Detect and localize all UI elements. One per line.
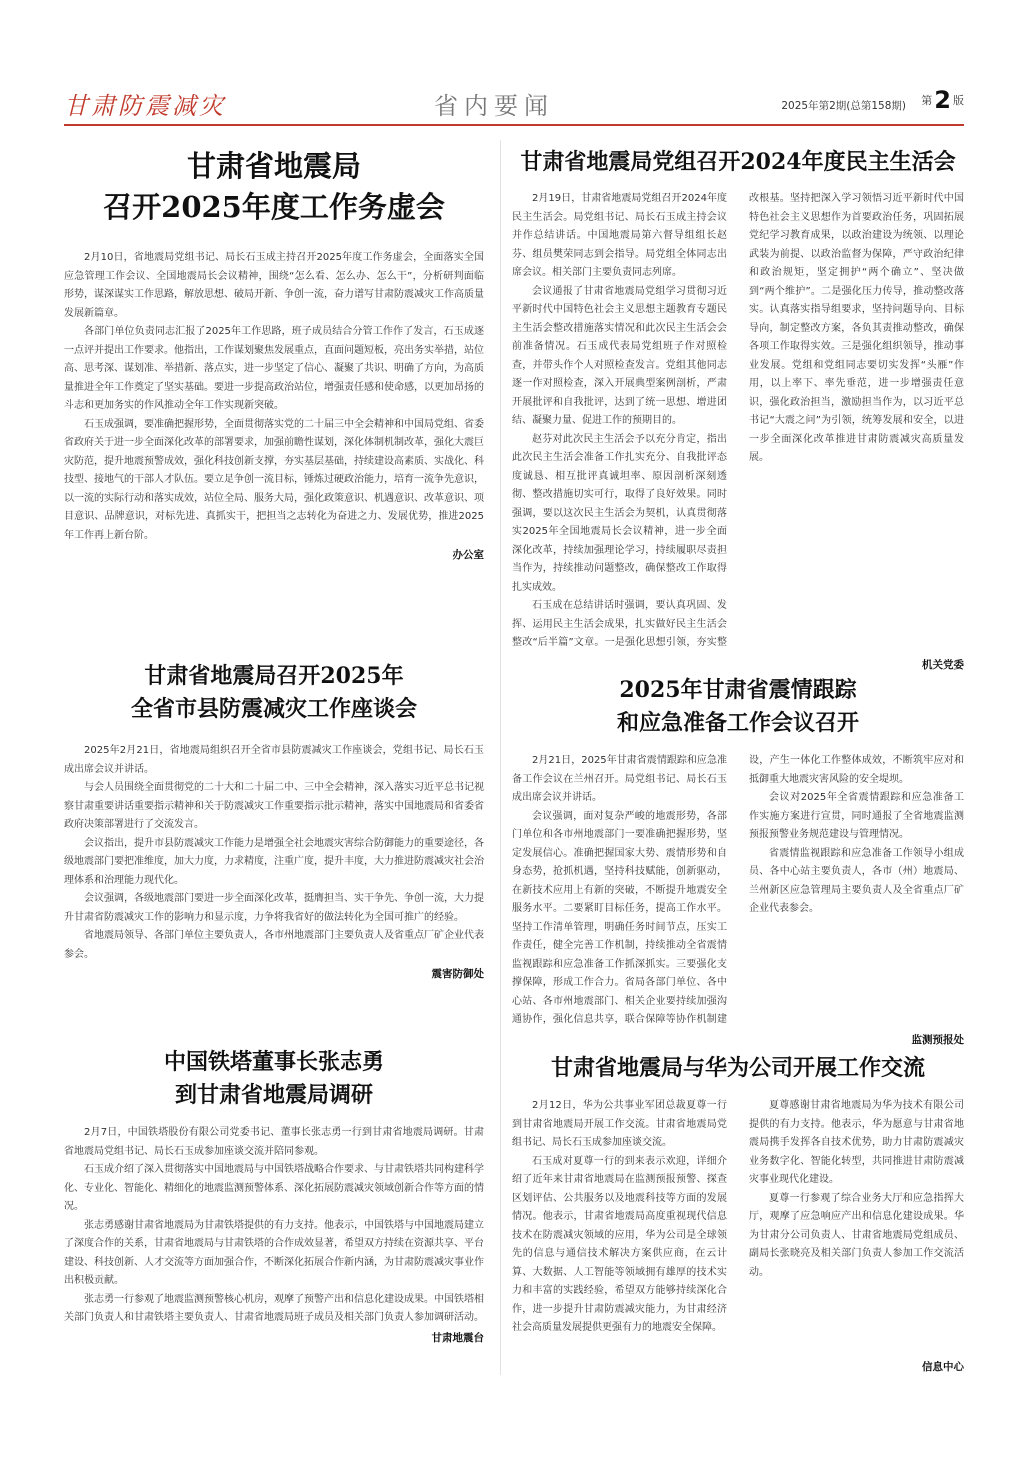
headline-line: 2025年甘肃省震情跟踪 [619,677,857,703]
paragraph: 石玉成在总结讲话时强调，要认真巩固、发挥、运用民主生活会成果，扎实做好民主生活会整改“后半篇”文章。一是强化思想引领，夯实整改根基。坚持把深入学习领悟习近平新时代中国特色社会主义思想作为首要政治任务，巩固拓展党纪学习教育成果，以政治建设为统领、以理论武装为前提、以政治监督为保障，严守政治纪律和政治规矩，坚定拥护“两个确立”、坚决做到“两个维护”。二是强化压力传导，推动整改落实。认真落实指导组要求，坚持问题导向、目标导向，制定整改方案，各负其责推动整改，确保各项工作取得实效。三是强化组织领导，推动事业发展。党组和党组同志要切实发挥“头雁”作用，以上率下、率先垂范，进一步增强责任意识，强化政治担当，激励担当作为，以习近平总书记“大震之问”为引领，统筹发展和安全，以进一步全面深化改革推进甘肃防震减灾高质量发展。 [512,193,964,648]
article-headline [512,1052,964,1085]
paragraph: 会议通报了甘肃省地震局党组学习贯彻习近平新时代中国特色社会主义思想主题教育专题民主生活会整改措施落实情况和此次民主生活会会前准备情况。石玉成代表局党组班子作对照检查，并带头作个人对照检查发言。党组其他同志逐一作对照检查，深入开展典型案例剖析，严肃开展批评和自我批评，达到了统一思想、增进团结、凝聚力量、促进工作的预期目的。 [512,285,727,426]
article-headline [64,660,484,726]
paragraph: 张志勇一行参观了地震监测预警核心机房，观摩了预警产出和信息化建设成果。中国铁塔相关部门负责人和甘肃铁塔主要负责人、甘肃省地震局班子成员及相关部门负责人参加调研活动。 [64,1293,484,1323]
issue-info: 2025年第2期(总第158期) [781,100,906,112]
article-work-retreat [64,146,484,562]
article-byline: 监测预报处 [911,1034,964,1046]
article-headline [64,146,484,228]
article-byline: 办公室 [452,549,484,561]
headline-line: 召开2025年度工作务虚会 [103,190,445,224]
headline-line: 甘肃省地震局与华为公司开展工作交流 [550,1055,925,1081]
headline-line: 和应急准备工作会议召开 [616,710,859,736]
page-prefix: 第 [921,94,933,107]
paragraph: 2月12日，华为公共事业军团总裁夏尊一行到甘肃省地震局开展工作交流。甘肃省地震局党组书记、局长石玉成参加座谈交流。 [512,1100,727,1148]
article-byline: 震害防御处 [431,968,484,980]
article-body [64,249,484,545]
paragraph: 各部门单位负责同志汇报了2025年工作思路，班子成员结合分管工作作了发言，石玉成逐一点评并提出工作要求。他指出，工作谋划聚焦发展重点，直面问题短板，亮出务实举措，站位高、思考深、谋划准、举措新、落点实，进一步坚定了信心、凝聚了共识、明确了方向，为高质量推进全年工作奠定了坚实基础。要进一步提高政治站位，增强责任感和使命感，以更加昂扬的斗志和更加务实的作风推动全年工作实现新突破。 [64,326,484,411]
paragraph: 会议指出，提升市县防震减灾工作能力是增强全社会地震灾害综合防御能力的重要途径，各级地震部门要把准维度，加大力度，力求精度，注重广度，提升丰度，大力推进防震减灾社会治理体系和治理能力现代化。 [64,837,484,886]
page-number: 2 [934,86,951,114]
article-headline [64,1046,484,1112]
paragraph: 2月10日，省地震局党组书记、局长石玉成主持召开2025年度工作务虚会，全面落实全国应急管理工作会议、全国地震局长会议精神，围绕“怎么看、怎么办、怎么干”，分析研判面临形势，谋深谋实工作思路，解放思想、破局开新、争创一流，奋力谱写甘肃防震减灾工作高质量发展新篇章。 [64,252,484,319]
paragraph: 会议对2025年全省震情跟踪和应急准备工作实施方案进行宣贯，同时通报了全省地震监测预报预警业务规范建设与管理情况。 [749,792,964,840]
paragraph: 夏尊感谢甘肃省地震局为华为技术有限公司提供的有力支持。他表示，华为愿意与甘肃省地震局携手发挥各自技术优势，助力甘肃防震减灾业务数字化、智能化转型，共同推进甘肃防震减灾事业现代化建设。 [749,1100,964,1185]
article-body [512,752,964,1030]
paragraph: 省地震局领导、各部门单位主要负责人，各市州地震部门主要负责人及省重点厂矿企业代表参会。 [64,930,484,960]
paragraph: 夏尊一行参观了综合业务大厅和应急指挥大厅，观摩了应急响应产出和信息化建设成果。华为甘肃分公司负责人、甘肃省地震局党组成员、副局长张晓亮及相关部门负责人参加工作交流活动。 [749,1192,964,1278]
page-suffix: 版 [953,94,964,107]
article-huawei-exchange [512,1052,964,1374]
article-body [64,742,484,964]
article-china-tower-visit [64,1046,484,1345]
paragraph: 石玉成对夏尊一行的到来表示欢迎，详细介绍了近年来甘肃省地震局在监测预报预警、探查区划评估、公共服务以及地震科技等方面的发展情况。他表示，甘肃省地震局高度重视现代信息技术在防震减灾领域的应用，华为公司是全球领先的信息与通信技术解决方案供应商，在云计算、大数据、人工智能等领域拥有雄厚的技术实力和丰富的实践经验，希望双方能够持续深化合作，进一步提升甘肃防震减灾能力，为甘肃经济社会高质量发展提供更强有力的地震安全保障。 [512,1155,727,1333]
page-indicator [921,86,964,114]
publication-logo: 甘肃防震减灾 [64,92,226,120]
article-body [64,1124,484,1328]
article-earthquake-tracking-meeting [512,674,964,1047]
article-body [512,190,964,655]
article-democratic-life-meeting [512,146,964,672]
masthead-divider [64,124,964,126]
paragraph: 与会人员围绕全面贯彻党的二十大和二十届二中、三中全会精神，深入落实习近平总书记视察甘肃重要讲话重要指示精神和关于防震减灾工作重要指示批示精神，落实中国地震局和省委省政府决策部署进行了交流发言。 [64,782,484,830]
article-county-symposium [64,660,484,981]
masthead [64,82,964,122]
section-title: 省内要闻 [434,92,554,120]
paragraph: 张志勇感谢甘肃省地震局为甘肃铁塔提供的有力支持。他表示，中国铁塔与中国地震局建立了深度合作的关系，甘肃省地震局与甘肃铁塔的合作成效显著，希望双方持续在资源共享、平台建设、科技创新、人才交流等方面加强合作，不断深化拓展合作新内涵，为甘肃防震减灾事业作出积极贡献。 [64,1219,484,1286]
paragraph: 2月19日，甘肃省地震局党组召开2024年度民主生活会。局党组书记、局长石玉成主持会议并作总结讲话。中国地震局第六督导组组长赵芬、组员樊荣同志到会指导。局党组全体同志出席会议。相关部门主要负责同志列席。 [512,193,727,278]
headline-line: 甘肃省地震局党组召开2024年度民主生活会 [520,149,956,175]
headline-line: 甘肃省地震局召开2025年 [144,663,404,689]
article-byline: 信息中心 [922,1361,964,1373]
article-headline [512,146,964,179]
headline-line: 甘肃省地震局 [186,149,361,183]
headline-line: 全省市县防震减灾工作座谈会 [130,696,417,722]
paragraph: 石玉成强调，要准确把握形势，全面贯彻落实党的二十届三中全会精神和中国局党组、省委省政府关于进一步全面深化改革的部署要求，加强前瞻性谋划，深化体制机制改革，强化大震巨灾防范，提升地震预警成效，强化科技创新支撑，夯实基层基础，持续建设高素质、实战化、科技型、接地气的干部人才队伍。要立足争创一流目标，锤炼过硬政治能力，培育一流争先意识，以一流的实际行动和落实成效，站位全局、服务大局，强化政策意识、机遇意识、改革意识、项目意识、品牌意识，对标先进、真抓实干，把担当之志转化为奋进之力、发展优势，推进2025年工作再上新台阶。 [64,418,484,541]
article-byline: 机关党委 [922,659,964,671]
article-headline [512,674,964,740]
paragraph: 省震情监视跟踪和应急准备工作领导小组成员、各中心站主要负责人，各市（州）地震局、兰州新区应急管理局主要负责人及全省重点厂矿企业代表参会。 [749,847,964,914]
paragraph: 2025年2月21日，省地震局组织召开全省市县防震减灾工作座谈会，党组书记、局长石玉成出席会议并讲话。 [64,745,484,775]
headline-line: 中国铁塔董事长张志勇 [163,1049,384,1075]
column-divider [500,140,501,1375]
headline-line: 到甘肃省地震局调研 [174,1082,373,1108]
paragraph: 2月7日，中国铁塔股份有限公司党委书记、董事长张志勇一行到甘肃省地震局调研。甘肃省地震局党组书记、局长石玉成参加座谈交流并陪同参观。 [64,1127,484,1157]
paragraph: 会议强调，各级地震部门要进一步全面深化改革，挺膺担当、实干争先、争创一流，大力提升甘肃省防震减灾工作的影响力和显示度，力争将我省好的做法转化为全国可推广的经验。 [64,893,484,923]
paragraph: 2月21日，2025年甘肃省震情跟踪和应急准备工作会议在兰州召开。局党组书记、局长石玉成出席会议并讲话。 [512,755,727,803]
paragraph: 石玉成介绍了深入贯彻落实中国地震局与中国铁塔战略合作要求、与甘肃铁塔共同构建科学化、专业化、智能化、精细化的地震监测预警体系、深化拓展防震减灾领域创新合作等方面的情况。 [64,1164,484,1212]
paragraph: 赵芬对此次民主生活会予以充分肯定，指出此次民主生活会准备工作扎实充分、自我批评态度诚恳、相互批评真诚坦率、原因剖析深刻透彻、整改措施切实可行，取得了良好效果。同时强调，要以这次民主生活会为契机，认真贯彻落实2025年全国地震局长会议精神，进一步全面深化改革，持续加强理论学习，持续履职尽责担当作为，持续推动问题整改，确保整改工作取得扎实成效。 [512,433,727,593]
article-body [512,1097,964,1357]
paragraph: 会议强调，面对复杂严峻的地震形势，各部门单位和各市州地震部门一要准确把握形势，坚定发展信心。准确把握国家大势、震情形势和自身态势，抢抓机遇，坚持科技赋能，创新驱动，在新技术应用上有新的突破，不断提升地震安全服务水平。二要紧盯目标任务，提高工作水平。坚持工作清单管理，明确任务时间节点，压实工作责任，健全完善工作机制，持续推动全省震情监视跟踪和应急准备工作抓深抓实。三要强化支撑保障，形成工作合力。省局各部门单位、各中心站、各市州地震部门、相关企业要持续加强沟通协作，强化信息共享，联合保障等协作机制建设，产生一体化工作整体成效，不断筑牢应对和抵御重大地震灾害风险的安全堤坝。 [512,755,964,1025]
article-byline: 甘肃地震台 [431,1331,484,1344]
